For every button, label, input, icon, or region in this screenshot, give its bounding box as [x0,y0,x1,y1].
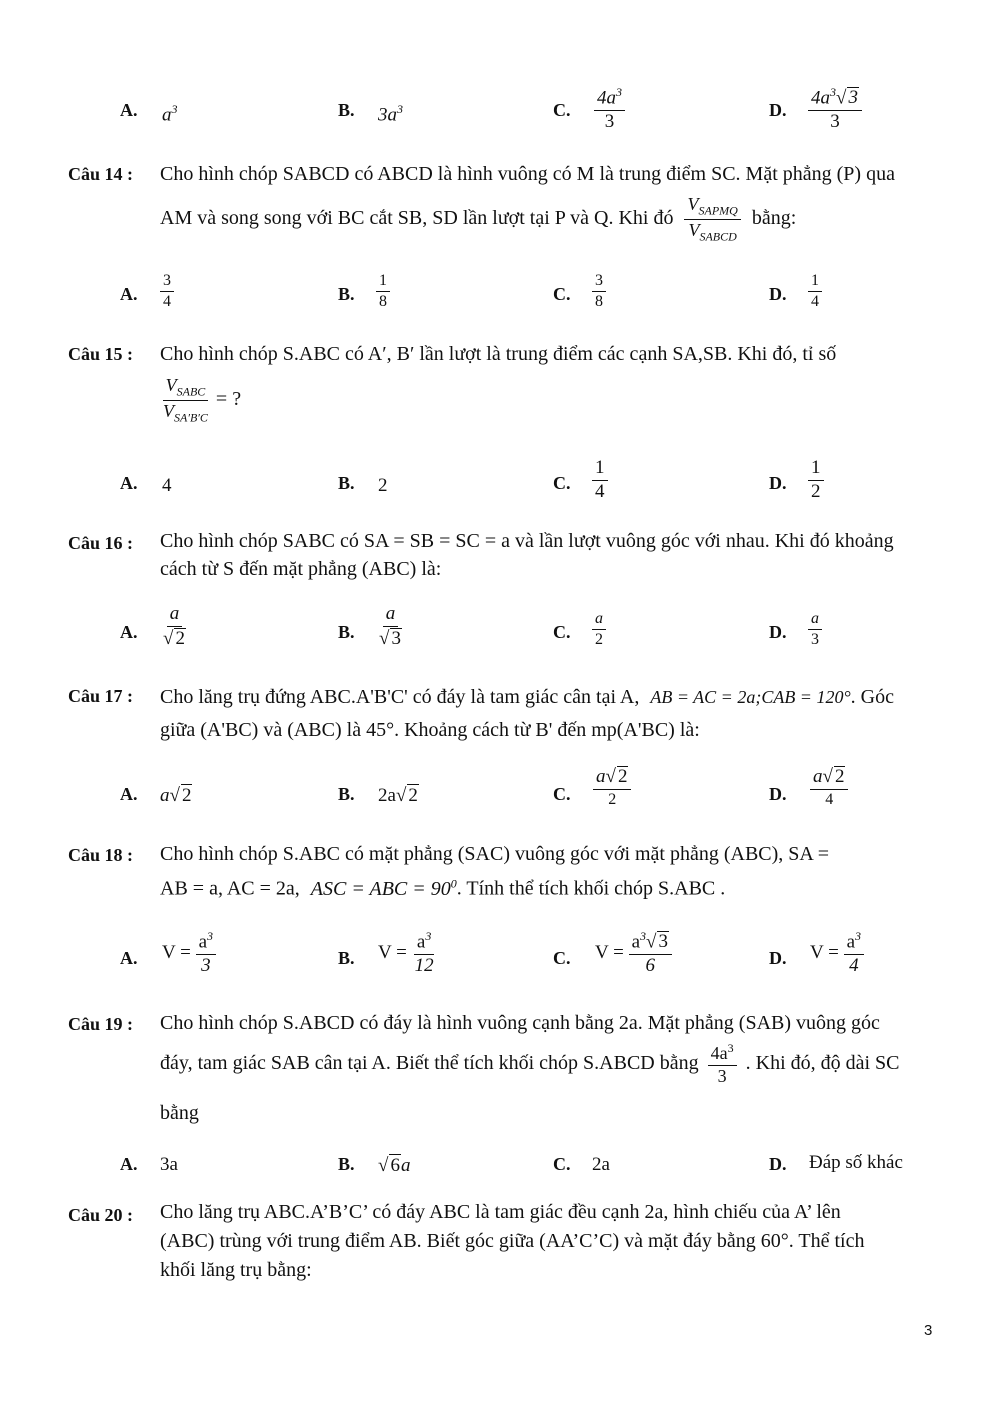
page-number: 3 [924,1322,933,1339]
question-label: Câu 19 : [68,1014,134,1034]
q13-option-c: $\frac{4a^3}{3}$ [594,86,625,133]
option-letter-a: A. [120,622,138,642]
option-letter-a: A. [120,284,138,304]
option-letter-b: B. [338,100,355,120]
q18-option-c: V = $\frac{a^3√ 3}{6}$ [595,930,672,977]
volume-ratio-expression: $\frac{V_{SABC}}{V_{SA'B'C}}$ = ? [163,375,242,425]
q17-option-b: 2a√ 2 [378,785,418,806]
option-letter-d: D. [769,284,787,304]
q15-option-b: 2 [378,475,388,496]
question-text: Cho hình chóp S.ABC có mặt phẳng (SAC) vuông góc với mặt phẳng (ABC), SA = [160,843,830,865]
question-text-line2: giữa (A'BC) và (ABC) là 45°. Khoảng cách từ B' đến mp(A'BC) là: [160,719,700,741]
option-letter-d: D. [769,622,787,642]
q16-option-a: $\frac{a}{√ 2}$ [163,603,185,649]
option-letter-c: C. [553,948,571,968]
question-label: Câu 15 : [68,344,134,364]
q14-option-c: $\frac{3}{8}$ [592,272,606,310]
option-letter-b: B. [338,784,355,804]
question-text-line2: AB = a, AC = 2a, ASC = ABC = $90^0$. Tính thể tích khối chóp S.ABC . [160,876,726,900]
q18-option-b: V = $\frac{a^3}{12}$ [378,929,434,977]
q19-option-d: Đáp số khác [809,1152,903,1173]
option-letter-d: D. [769,948,787,968]
q18-option-d: V = $\frac{a^3}{4}$ [810,930,864,977]
question-text: Cho hình chóp SABC có SA = SB = SC = a và lần lượt vuông góc với nhau. Khi đó khoảng cách từ S đến mặt phẳng (ABC) là: [160,530,894,580]
question-label: Câu 16 : [68,533,134,553]
option-letter-b: B. [338,284,355,304]
q16-option-c: $\frac{a}{2}$ [592,610,606,648]
q17-option-a: a√ 2 [160,785,192,806]
option-letter-b: B. [338,473,355,493]
q15-option-a: 4 [162,475,172,496]
option-letter-c: C. [553,284,571,304]
question-label: Câu 18 : [68,845,134,865]
question-text: Cho hình chóp S.ABCD có đáy là hình vuông cạnh bằng 2a. Mặt phẳng (SAB) vuông góc [160,1012,880,1034]
option-letter-b: B. [338,1154,355,1174]
q13-option-a: $a^3$ [162,102,178,126]
question-label: Câu 20 : [68,1205,134,1225]
option-letter-a: A. [120,1154,138,1174]
q13-option-b: $3a^3$ [378,102,403,126]
option-letter-b: B. [338,622,355,642]
question-text-line2: đáy, tam giác SAB cân tại A. Biết thể tích khối chóp S.ABCD bằng $\frac{4a^3}{3}$ . Khi đó, độ dài SC [160,1041,900,1086]
q19-option-c: 2a [592,1154,610,1175]
question-label: Câu 14 : [68,164,134,184]
option-letter-a: A. [120,784,138,804]
option-letter-c: C. [553,622,571,642]
option-letter-d: D. [769,100,787,120]
option-letter-a: A. [120,473,138,493]
q13-option-d: $\frac{4a^3√ 3}{3}$ [808,86,862,133]
question-text-line3: bằng [160,1102,199,1124]
q16-option-d: $\frac{a}{3}$ [808,610,822,648]
option-letter-b: B. [338,948,355,968]
question-label: Câu 17 : [68,686,134,706]
option-letter-d: D. [769,1154,787,1174]
question-text: Cho lăng trụ đứng ABC.A'B'C' có đáy là tam giác cân tại A, AB = AC = 2a;CAB = 120°. Góc [160,686,894,708]
question-text-line2: AM và song song với BC cắt SB, SD lần lượt tại P và Q. Khi đó $\frac{V_{SAPMQ}}{V_{SABCD}}$ bằng: [160,194,797,244]
option-letter-c: C. [553,100,571,120]
q14-option-d: $\frac{1}{4}$ [808,272,822,310]
option-letter-d: D. [769,473,787,493]
question-text: Cho hình chóp SABCD có ABCD là hình vuông có M là trung điểm SC. Mặt phẳng (P) qua [160,163,895,185]
option-letter-c: C. [553,473,571,493]
q15-option-d: $\frac{1}{2}$ [808,458,824,503]
q17-option-c: $\frac{a√ 2}{2}$ [593,766,631,808]
option-letter-c: C. [553,784,571,804]
question-text: Cho lăng trụ ABC.A’B’C’ có đáy ABC là tam giác đều cạnh 2a, hình chiếu của A’ lên (ABC) trùng với trung điểm AB. Biết góc giữa (AA’C’C) và mặt đáy bằng 60°. Thể tích khối lăng trụ bằng: [160,1201,865,1281]
question-text: Cho hình chóp S.ABC có A′, B′ lần lượt là trung điểm các cạnh SA,SB. Khi đó, tỉ số [160,343,837,365]
q16-option-b: $\frac{a}{√ 3}$ [379,603,401,649]
volume-ratio: $\frac{V_{SAPMQ}}{V_{SABCD}}$ [684,195,740,244]
q14-option-a: $\frac{3}{4}$ [160,272,174,310]
option-letter-a: A. [120,100,138,120]
q19-option-a: 3a [160,1154,178,1175]
option-letter-d: D. [769,784,787,804]
option-letter-c: C. [553,1154,571,1174]
option-letter-a: A. [120,948,138,968]
q19-option-b: √ 6a [378,1155,411,1176]
q14-option-b: $\frac{1}{8}$ [376,272,390,310]
q17-option-d: $\frac{a√ 2}{4}$ [810,766,848,808]
q18-option-a: V = $\frac{a^3}{3}$ [162,930,216,977]
q15-option-c: $\frac{1}{4}$ [592,458,608,503]
